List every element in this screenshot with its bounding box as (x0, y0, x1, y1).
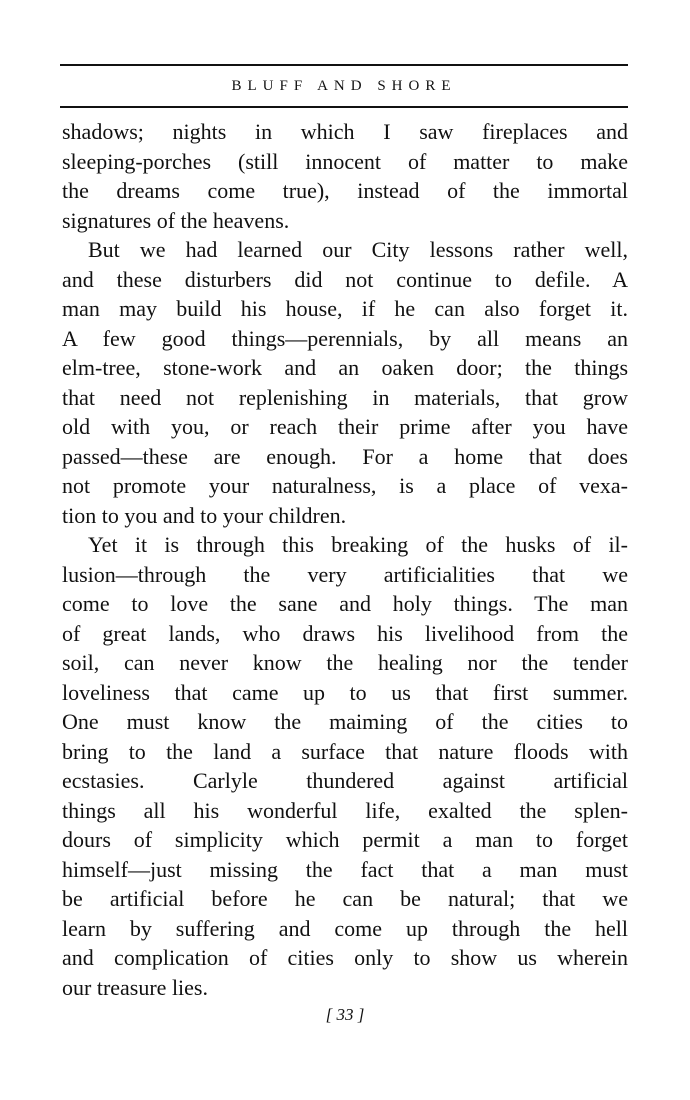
text-line: come to love the sane and holy things. The man (62, 591, 628, 616)
page-number: [ 33 ] (325, 1005, 365, 1024)
text-line: Yet it is through this breaking of the husks of il- (88, 532, 628, 557)
text-line: be artificial before he can be natural; that we (62, 886, 628, 911)
text-line: the dreams come true), instead of the immortal (62, 178, 628, 203)
text-line: and complication of cities only to show us wherein (62, 945, 628, 970)
text-line: bring to the land a surface that nature floods with (62, 738, 628, 764)
text-line: loveliness that came up to us that first summer. (62, 679, 628, 705)
body-text (62, 117, 628, 1002)
text-line: lusion—through the very artificialities that we (62, 561, 628, 587)
text-line: tion to you and to your children. (62, 502, 347, 528)
header-rule-top (60, 64, 628, 66)
text-line: and these disturbers did not continue to defile. A (62, 266, 628, 292)
text-line: not promote your naturalness, is a place of vexa- (62, 473, 628, 498)
text-line: our treasure lies. (62, 974, 208, 1000)
text-line: dours of simplicity which permit a man to forget (62, 827, 628, 852)
text-line: But we had learned our City lessons rather well, (88, 237, 628, 262)
text-line: sleeping-porches (still innocent of matter to make (62, 148, 628, 174)
text-line: ecstasies. Carlyle thundered against artificial (62, 768, 628, 793)
paragraph (62, 530, 628, 1002)
text-line: things all his wonderful life, exalted the splen- (62, 797, 628, 823)
text-line: passed—these are enough. For a home that does (62, 443, 628, 469)
text-line: shadows; nights in which I saw fireplaces and (62, 119, 628, 144)
text-line: A few good things—perennials, by all means an (62, 325, 628, 351)
text-line: that need not replenishing in materials, that grow (62, 384, 628, 410)
text-line: signatures of the heavens. (62, 207, 290, 233)
running-head: BLUFF AND SHORE (231, 78, 457, 94)
text-line: elm-tree, stone-work and an oaken door; the things (62, 355, 628, 380)
paragraph (62, 117, 628, 235)
paragraph (62, 235, 628, 530)
text-line: One must know the maiming of the cities to (62, 709, 628, 734)
text-line: learn by suffering and come up through the hell (62, 915, 628, 941)
text-line: man may build his house, if he can also forget it. (62, 296, 628, 321)
text-line: old with you, or reach their prime after you have (62, 414, 628, 439)
text-line: himself—just missing the fact that a man must (62, 856, 628, 882)
header-rule-bottom (60, 106, 628, 108)
text-line: of great lands, who draws his livelihood from the (62, 620, 628, 646)
text-line: soil, can never know the healing nor the tender (62, 650, 628, 675)
